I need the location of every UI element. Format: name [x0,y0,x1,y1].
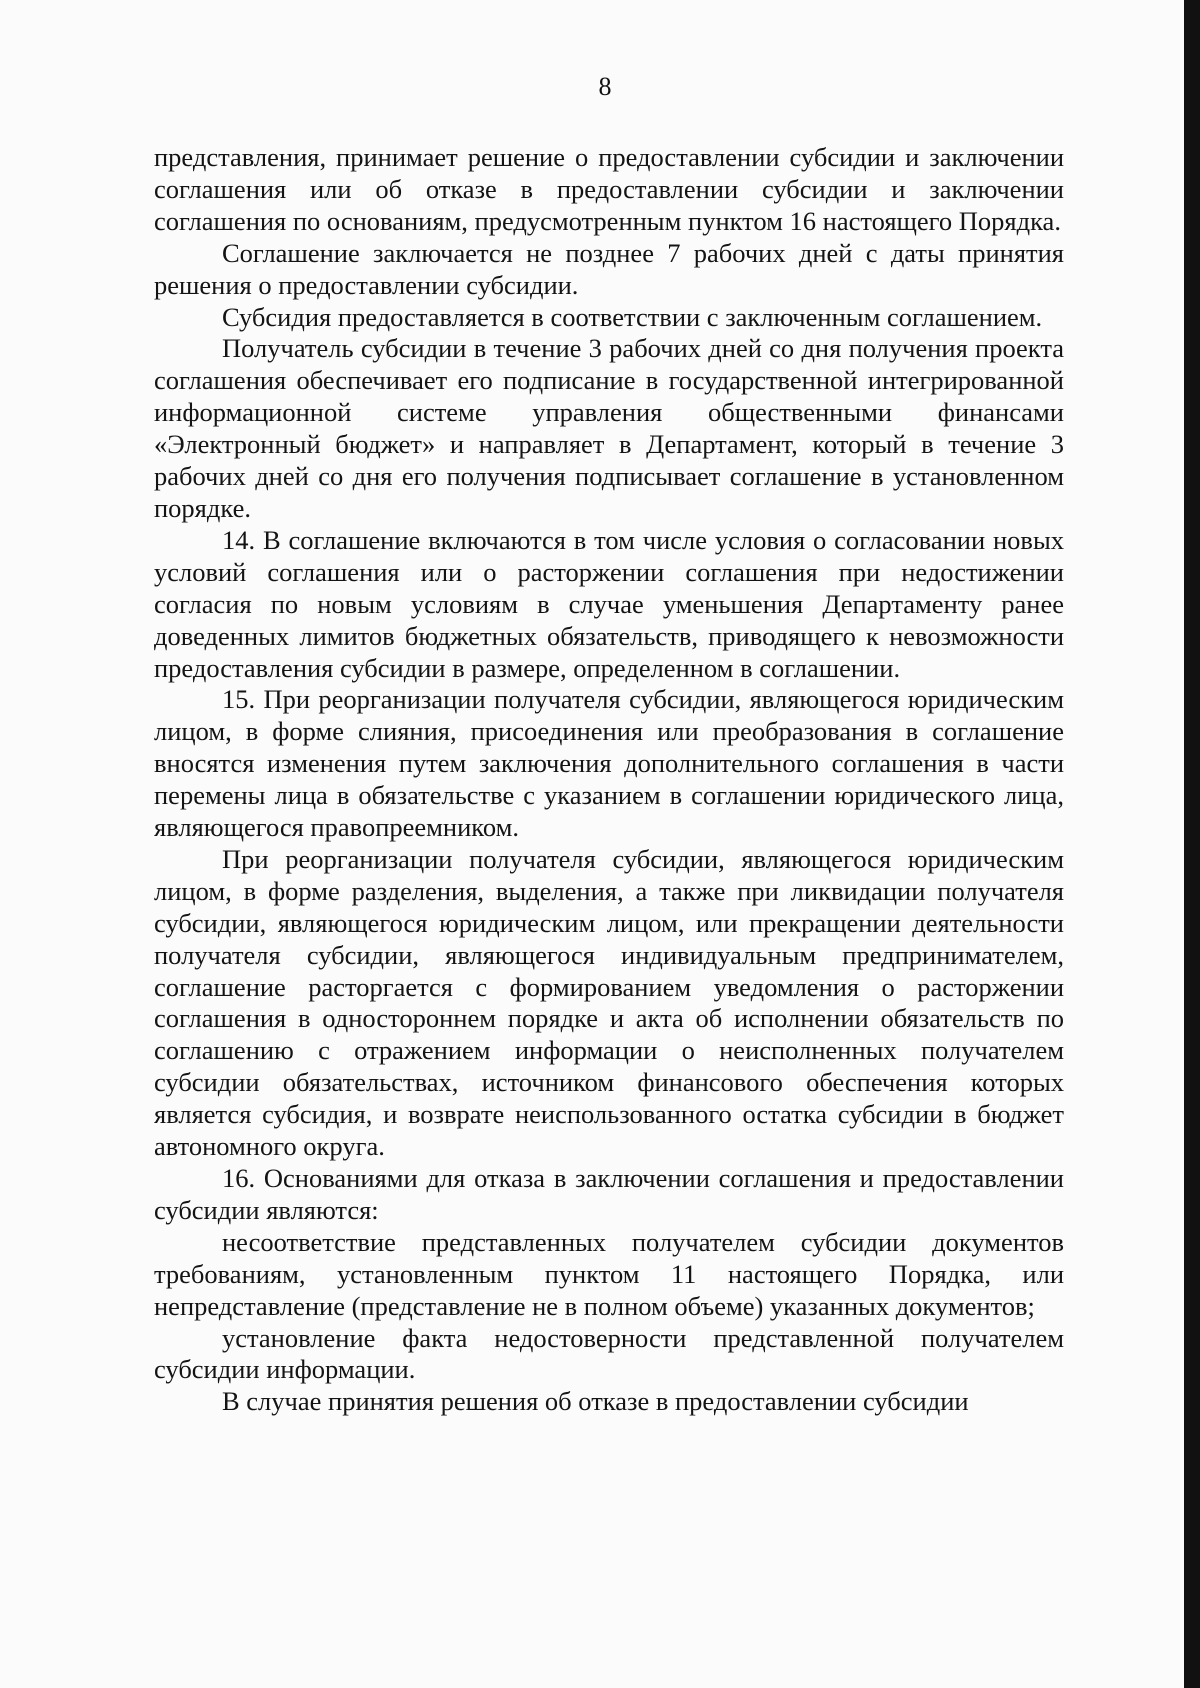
paragraph: несоответствие представленных получателем субсидии документов требованиям, установленным пунктом 11 настоящего Порядка, или непредставление (представление не в полном объеме) указанных документов; [154,1226,1064,1321]
paragraph-item-14: 14. В соглашение включаются в том числе условия о согласовании новых условий соглашения или о расторжении соглашения при недостижении согласия по новым условиям в случае уменьшения Департаменту ранее доведенных лимитов бюджетных обязательств, приводящего к невозможности предоставления субсидии в размере, определенном в соглашении. [154,524,1064,683]
paragraph: В случае принятия решения об отказе в предоставлении субсидии [222,1386,969,1417]
document-body [154,142,1064,1418]
paragraph-item-15: 15. При реорганизации получателя субсидии, являющегося юридическим лицом, в форме слияния, присоединения или преобразования в соглашение вносятся изменения путем заключения дополнительного соглашения в части перемены лица в обязательстве с указанием в соглашении юридического лица, являющегося правопреемником. [154,684,1064,843]
paragraph: Субсидия предоставляется в соответствии с заключенным соглашением. [222,301,1043,332]
page-number: 8 [598,72,612,101]
paragraph: представления, принимает решение о предоставлении субсидии и заключении соглашения или об отказе в предоставлении субсидии и заключении соглашения по основаниям, предусмотренным пунктом 16 настоящего Порядка. [154,142,1064,236]
paragraph: Получатель субсидии в течение 3 рабочих дней со дня получения проекта соглашения обеспечивает его подписание в государственной интегрированной информационной системе управления общественными финансами «Электронный бюджет» и направляет в Департамент, который в течение 3 рабочих дней со дня его получения подписывает соглашение в установленном порядке. [154,333,1064,523]
scan-edge-shadow [1184,0,1200,1688]
paragraph: При реорганизации получателя субсидии, являющегося юридическим лицом, в форме разделения, выделения, а также при ликвидации получателя субсидии, являющегося юридическим лицом, или прекращении деятельности получателя субсидии, являющегося индивидуальным предпринимателем, соглашение расторгается с формированием уведомления о расторжении соглашения в одностороннем порядке и акта об исполнении обязательств по соглашению с отражением информации о неисполненных получателем субсидии обязательствах, источником финансового обеспечения которых является субсидия, и возврате неиспользованного остатка субсидии в бюджет автономного округа. [154,843,1064,1162]
paragraph: установление факта недостоверности представленной получателем субсидии информации. [154,1322,1064,1385]
paragraph: Соглашение заключается не позднее 7 рабочих дней с даты принятия решения о предоставлении субсидии. [154,237,1064,300]
paragraph-item-16: 16. Основаниями для отказа в заключении соглашения и предоставлении субсидии являются: [154,1163,1064,1225]
